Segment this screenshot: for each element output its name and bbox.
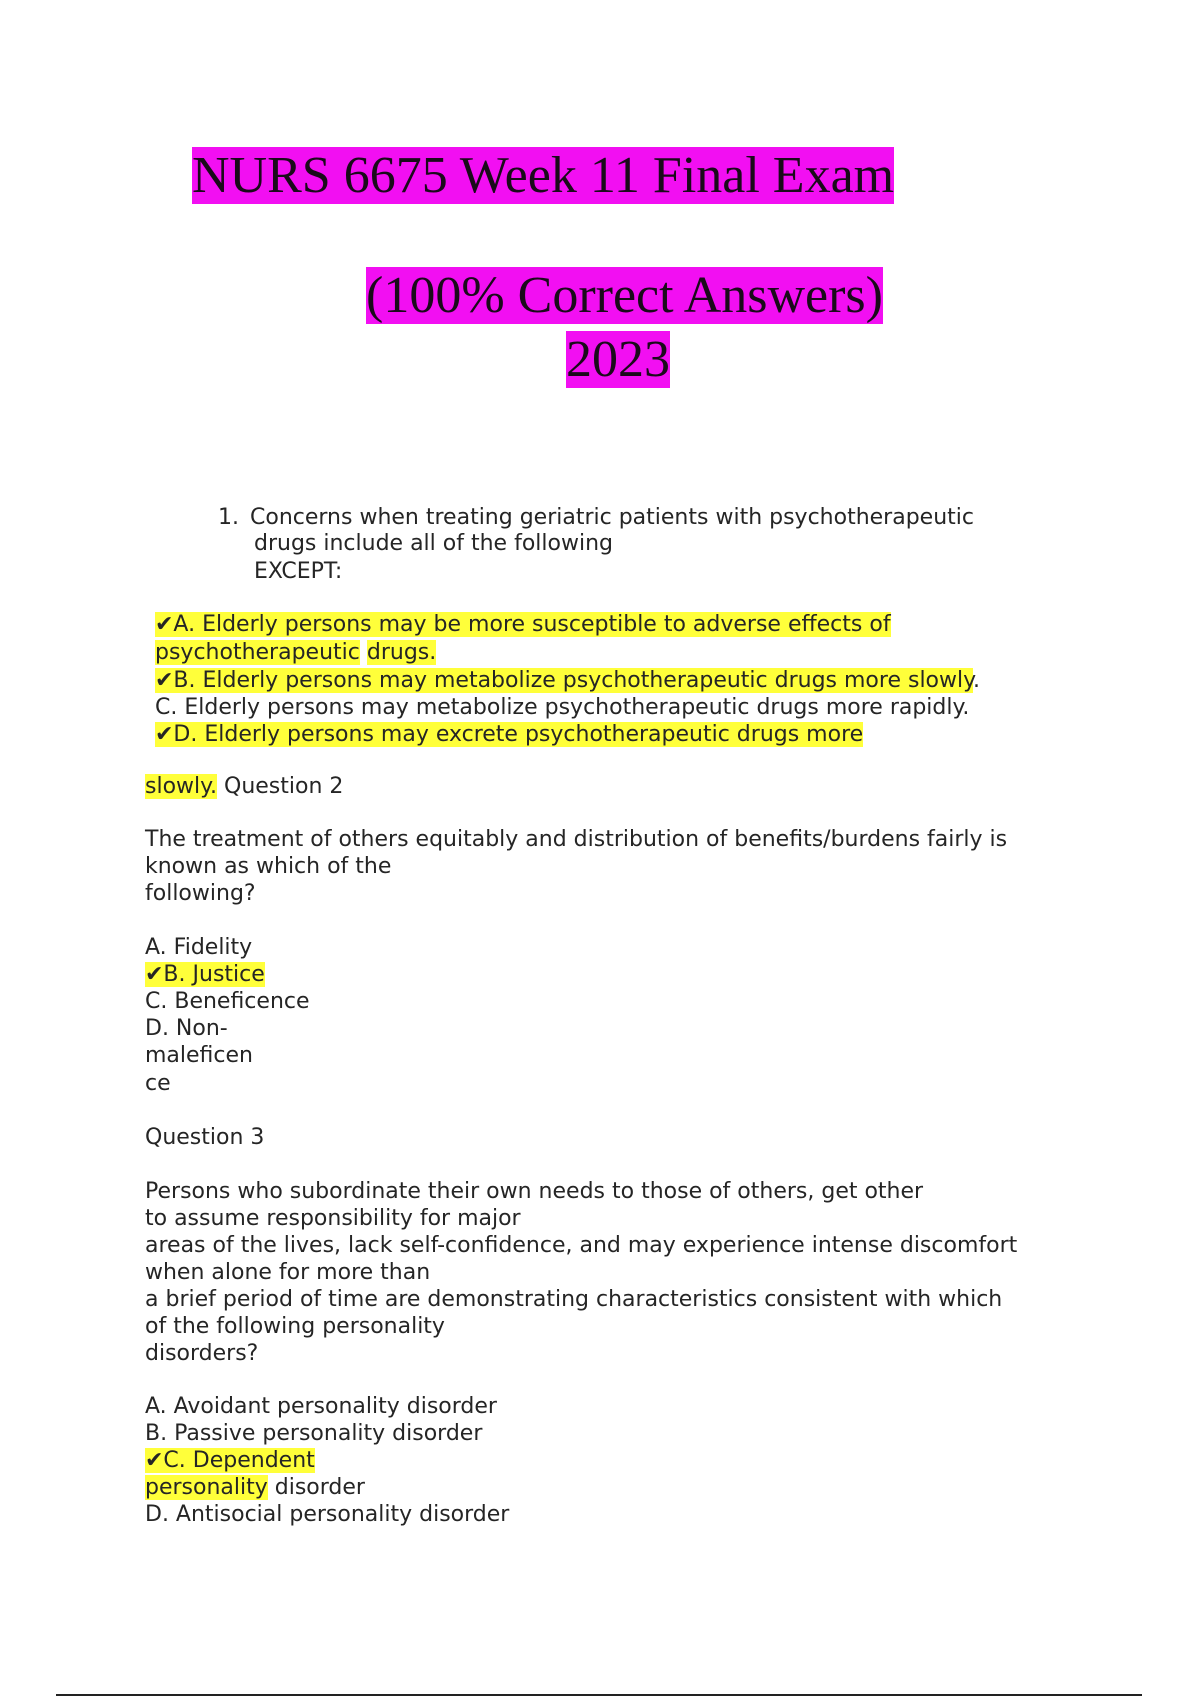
option-b-tail: .: [973, 668, 981, 693]
exam-title-text: NURS 6675 Week 11 Final Exam: [192, 147, 895, 204]
correct-answer-highlight: ✔A. Elderly persons may be more susceptible to adverse effects of: [155, 612, 891, 637]
correct-answer-highlight: personality: [145, 1475, 268, 1500]
question-2-option-b: [145, 961, 265, 988]
question-1-stem-line: Concerns when treating geriatric patients with psychotherapeutic: [250, 505, 974, 530]
question-1-option-d: [155, 721, 863, 748]
correct-answer-highlight: ✔D. Elderly persons may excrete psychotherapeutic drugs more: [155, 722, 864, 747]
question-3-stem-line: a brief period of time are demonstrating characteristics consistent with which: [145, 1287, 1003, 1312]
question-3-option-c: [145, 1474, 365, 1501]
question-2-stem-line: following?: [145, 881, 256, 906]
question-3-option-b: B. Passive personality disorder: [145, 1421, 483, 1446]
question-3-stem-line: disorders?: [145, 1341, 259, 1366]
exam-subtitle: [366, 266, 883, 326]
question-3-heading: Question 3: [145, 1125, 265, 1150]
correct-answer-highlight: ✔C. Dependent: [145, 1448, 315, 1473]
question-1-option-b: [155, 667, 980, 694]
question-2-heading: Question 2: [224, 774, 344, 799]
exam-subtitle-text: (100% Correct Answers): [366, 267, 883, 324]
question-3-option-d: D. Antisocial personality disorder: [145, 1502, 510, 1527]
question-2-option-a: A. Fidelity: [145, 935, 253, 960]
correct-answer-highlight: psychotherapeutic: [155, 640, 360, 665]
correct-answer-highlight: drugs.: [366, 640, 437, 665]
question-3-option-c: [145, 1447, 315, 1474]
exam-title: [192, 146, 894, 206]
question-3-stem-line: areas of the lives, lack self-confidence, and may experience intense discomfort: [145, 1233, 1018, 1258]
question-2-option-d: maleficen: [145, 1043, 253, 1068]
question-1-number: 1.: [218, 505, 239, 530]
question-3-stem-line: to assume responsibility for major: [145, 1206, 521, 1231]
question-1-stem-line: drugs include all of the following: [254, 531, 613, 556]
page-bottom-rule: [56, 1694, 1142, 1696]
exam-year: [566, 330, 670, 390]
question-2-stem-line: The treatment of others equitably and distribution of benefits/burdens fairly is: [145, 827, 1008, 852]
question-1-option-d: [145, 773, 343, 800]
correct-answer-highlight: slowly.: [145, 774, 218, 799]
question-3-stem-line: Persons who subordinate their own needs to those of others, get other: [145, 1179, 924, 1204]
question-1-option-a: [155, 611, 891, 638]
question-2-option-d: D. Non-: [145, 1016, 228, 1041]
question-3-option-a: A. Avoidant personality disorder: [145, 1394, 497, 1419]
question-2-option-c: C. Beneficence: [145, 989, 310, 1014]
correct-answer-highlight: ✔B. Justice: [145, 962, 265, 987]
question-2-option-d: ce: [145, 1071, 171, 1096]
correct-answer-highlight: ✔B. Elderly persons may metabolize psychotherapeutic drugs more slowly: [155, 668, 974, 693]
question-2-stem-line: known as which of the: [145, 854, 392, 879]
question-1-option-a: [155, 639, 436, 666]
question-3-stem-line: of the following personality: [145, 1314, 445, 1339]
question-1-option-c: C. Elderly persons may metabolize psychotherapeutic drugs more rapidly.: [155, 695, 970, 720]
option-c-tail: disorder: [274, 1475, 365, 1500]
question-1-stem-line: EXCEPT:: [254, 559, 343, 584]
exam-year-text: 2023: [566, 331, 670, 388]
question-3-stem-line: when alone for more than: [145, 1260, 431, 1285]
